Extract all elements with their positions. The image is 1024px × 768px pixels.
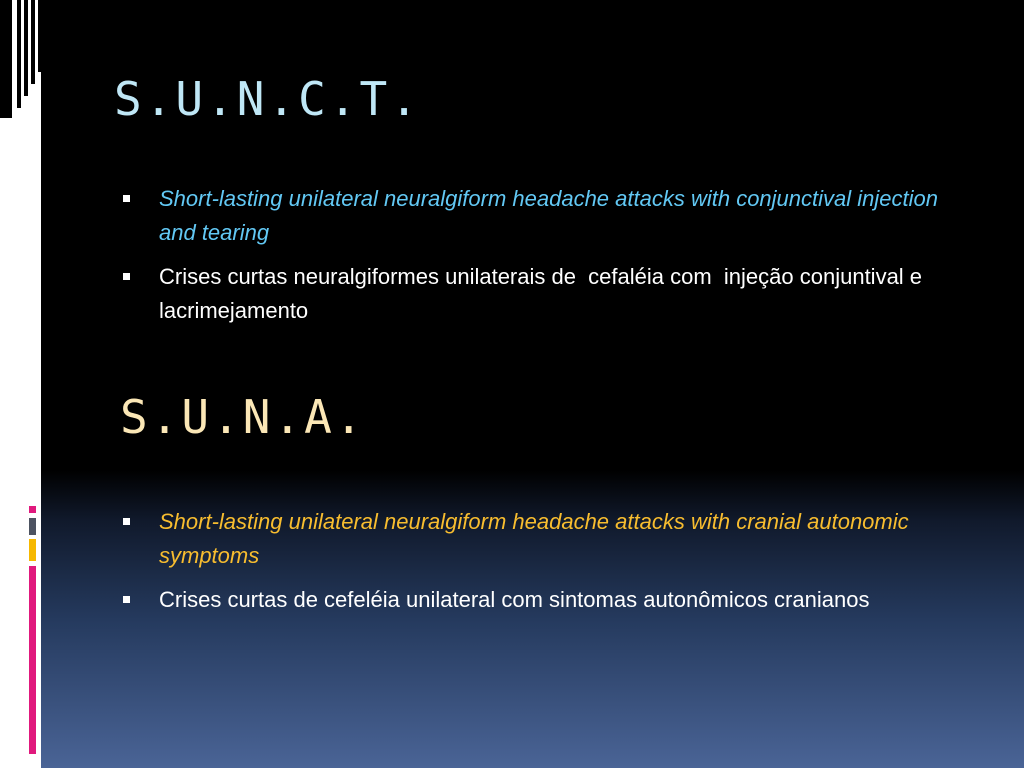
bullet-suncT-english (120, 182, 940, 250)
square-bullet-icon (123, 596, 130, 603)
square-bullet-icon (123, 273, 130, 280)
bullet-text: Short-lasting unilateral neuralgiform headache attacks with conjunctival injection and tearing (159, 186, 938, 245)
suncT-bullet-list (120, 182, 940, 338)
book-pages-icon (0, 0, 41, 120)
bullet-suna-portuguese (120, 583, 940, 617)
bullet-suna-english (120, 505, 940, 573)
accent-bar-yellow (29, 539, 36, 561)
suna-bullet-list (120, 505, 940, 627)
accent-bar-gray (29, 518, 36, 535)
title-suncT: S.U.N.C.T. (114, 72, 421, 126)
square-bullet-icon (123, 518, 130, 525)
square-bullet-icon (123, 195, 130, 202)
bullet-text: Crises curtas neuralgiformes unilaterais de cefaléia com injeção conjuntival e lacrimejamento (159, 264, 929, 323)
accent-bar-pink-top (29, 506, 36, 513)
bullet-text: Crises curtas de cefeléia unilateral com sintomas autonômicos cranianos (159, 587, 870, 612)
title-suna: S.U.N.A. (120, 390, 366, 444)
bullet-suncT-portuguese (120, 260, 940, 328)
accent-bar-pink (29, 566, 36, 754)
bullet-text: Short-lasting unilateral neuralgiform headache attacks with cranial autonomic symptoms (159, 509, 909, 568)
